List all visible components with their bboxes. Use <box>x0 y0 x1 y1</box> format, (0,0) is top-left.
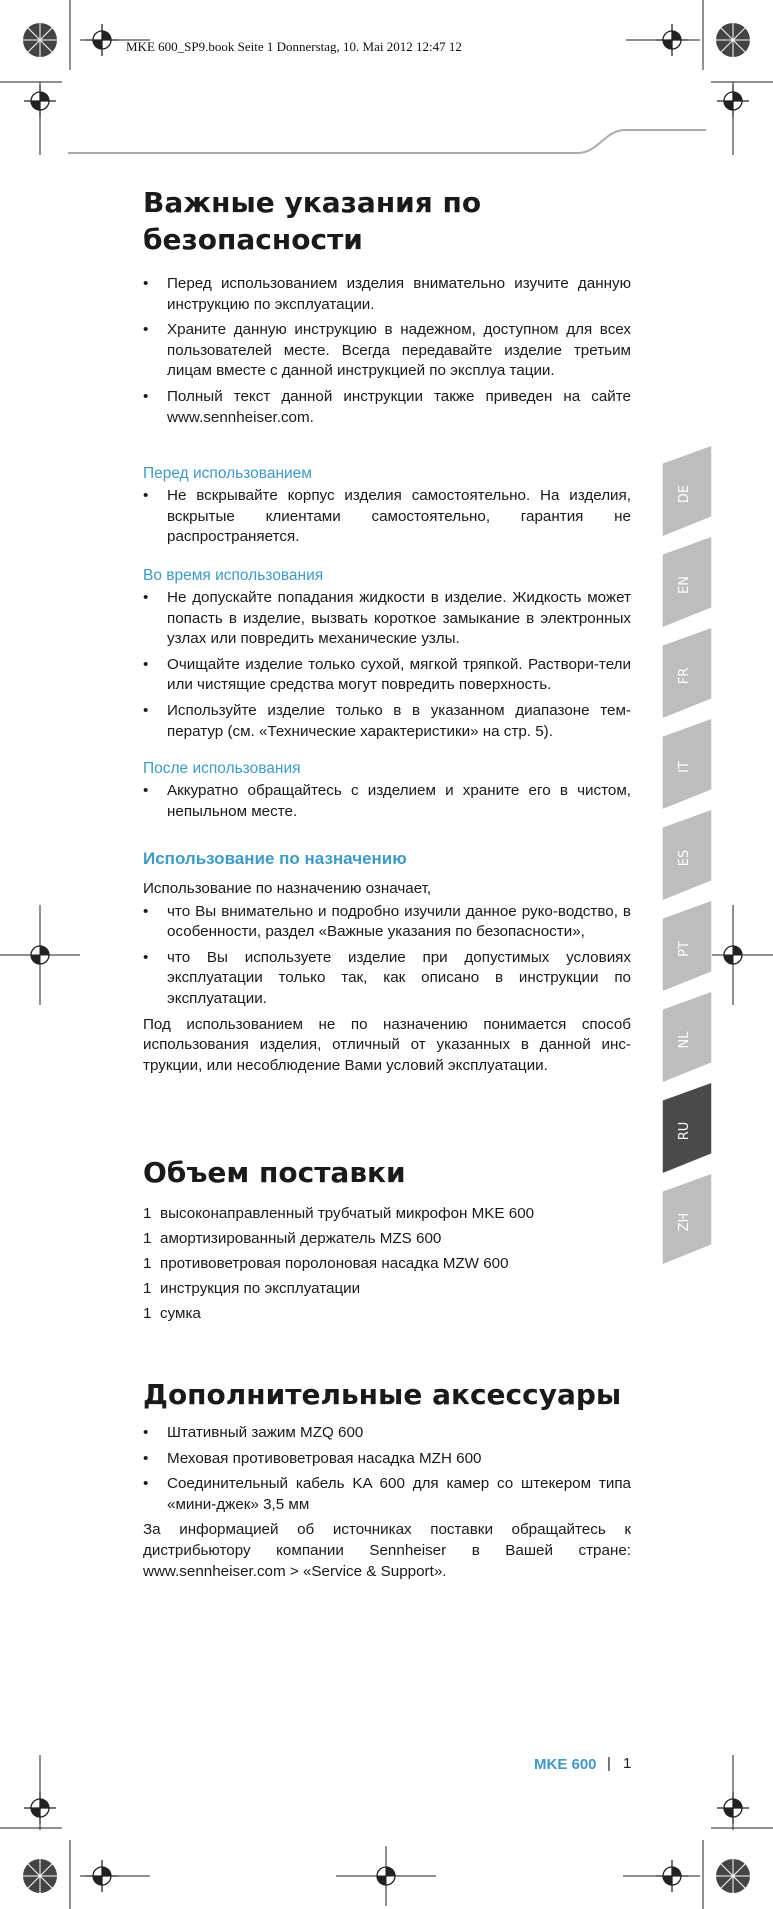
language-tab-label: RU <box>677 1121 692 1141</box>
language-tab-es <box>662 809 712 901</box>
footer-separator: | <box>607 1755 611 1772</box>
scope-qty: 1 <box>143 1255 152 1272</box>
list-item-text: Очищайте изделие только сухой, мягкой тряпкой. Раствори-тели или чистящие средства могут повредить поверхность. <box>167 655 631 694</box>
after-use-list <box>143 781 631 822</box>
language-tab-en <box>662 536 712 628</box>
language-tab-nl <box>662 991 712 1083</box>
language-tab-ru <box>662 1082 712 1174</box>
scope-text: противоветровая поролоновая насадка MZW 600 <box>160 1255 509 1272</box>
scope-item <box>143 1226 631 1251</box>
list-item-text: Соединительный кабель KA 600 для камер со штекером типа «мини-джек» 3,5 мм <box>167 1475 631 1513</box>
after-use <box>143 759 631 827</box>
list-item: • Штативный зажим MZQ 600 <box>143 1424 364 1441</box>
list-item-text: Храните данную инструкцию в надежном, доступном для всех пользователей месте. Всегда передавайте изделие третьим лицам вместе с данной инструкцией по эксплуа тации. <box>167 321 631 380</box>
safety-title-line2: безопасности <box>143 223 363 256</box>
list-item: • Не допускайте попадания жидкости в изделие. Жидкость может попасть в изделие, вызвать короткое замыкание в электронных узлах или повредить механические узлы. <box>143 589 631 648</box>
misuse-text: Под использованием не по назначению понимается способ использования изделия, отличный от указанных в данной инс-трукции, или несоблюдение Вами условий эксплуатации. <box>143 1015 631 1074</box>
safety-intro-list <box>143 274 631 428</box>
list-item-text: Не допускайте попадания жидкости в изделие. Жидкость может попасть в изделие, вызвать короткое замыкание в электронных узлах или повредить механические узлы. <box>167 589 631 648</box>
language-tab-label: ES <box>677 849 692 867</box>
scope-section <box>143 1154 631 1326</box>
list-item-text: что Вы внимательно и подробно изучили данное руко-водство, в особенности, раздел «Важные указания по безопасности», <box>167 902 631 941</box>
list-item: • что Вы внимательно и подробно изучили данное руко-водство, в особенности, раздел «Важные указания по безопасности», <box>143 902 631 941</box>
scope-qty: 1 <box>143 1305 152 1322</box>
footer-product: MKE 600 <box>534 1756 597 1773</box>
language-tabs <box>662 445 712 1295</box>
safety-intro <box>143 274 631 433</box>
language-tab-label: FR <box>677 667 692 685</box>
language-tab-fr <box>662 627 712 719</box>
list-item-text: Штативный зажим MZQ 600 <box>167 1424 364 1441</box>
list-item: • Меховая противоветровая насадка MZH 600 <box>143 1449 482 1467</box>
scope-text: амортизированный держатель MZS 600 <box>160 1230 442 1247</box>
language-tab-label: EN <box>677 576 692 594</box>
accessories-list <box>143 1423 631 1515</box>
safety-title <box>143 184 631 258</box>
scope-text: высоконаправленный трубчатый микрофон MKE 600 <box>160 1205 535 1222</box>
scope-item <box>143 1251 631 1276</box>
list-item-text: Не вскрывайте корпус изделия самостоятельно. На изделия, вскрытые клиентами самостоятельно, гарантия не распространяется. <box>167 487 631 546</box>
during-use-list <box>143 588 631 742</box>
accessories-section <box>143 1376 631 1582</box>
scope-list <box>143 1201 631 1326</box>
language-tab-de <box>662 445 712 537</box>
intended-use-list <box>143 902 631 1010</box>
language-tab-zh <box>662 1173 712 1265</box>
scope-item <box>143 1301 631 1326</box>
list-item: • Используйте изделие только в в указанном диапазоне тем-ператур (см. «Технические характеристики» на стр. 5). <box>143 701 631 740</box>
language-tab-label: ZH <box>677 1212 692 1232</box>
scope-text: инструкция по эксплуатации <box>160 1280 361 1297</box>
safety-section <box>143 184 631 258</box>
scope-item <box>143 1201 631 1226</box>
intended-use <box>143 848 631 1076</box>
print-header: MKE 600_SP9.book Seite 1 Donnerstag, 10. Mai 2012 12:47 12 <box>126 39 462 54</box>
list-item-text: Меховая противоветровая насадка MZH 600 <box>167 1449 482 1467</box>
list-item-text: Аккуратно обращайтесь с изделием и храните его в чистом, непыльном месте. <box>167 782 631 820</box>
list-item-text: Полный текст данной инструкции также приведен на сайте www.sennheiser.com. <box>167 387 631 426</box>
list-item: • Аккуратно обращайтесь с изделием и храните его в чистом, непыльном месте. <box>143 782 631 820</box>
intended-use-intro: Использование по назначению означает, <box>143 880 432 897</box>
list-item: • Перед использованием изделия внимательно изучите данную инструкцию по эксплуатации. <box>143 275 631 313</box>
scope-item <box>143 1276 631 1301</box>
scope-qty: 1 <box>143 1280 152 1297</box>
safety-title-line1: Важные указания по <box>143 186 482 219</box>
page-number: 1 <box>623 1755 632 1772</box>
accessories-title: Дополнительные аксессуары <box>143 1378 622 1411</box>
during-use-title: Во время использования <box>143 567 324 584</box>
language-tab-label: DE <box>677 484 692 504</box>
during-use <box>143 566 631 747</box>
list-item: • Полный текст данной инструкции также приведен на сайте www.sennheiser.com. <box>143 387 631 426</box>
before-use-list <box>143 486 631 548</box>
before-use <box>143 464 631 553</box>
list-item: • Храните данную инструкцию в надежном, доступном для всех пользователей месте. Всегда передавайте изделие третьим лицам вместе с данной инструкцией по эксплуа тации. <box>143 321 631 380</box>
list-item-text: Используйте изделие только в в указанном диапазоне тем-ператур (см. «Технические характеристики» на стр. 5). <box>167 701 631 740</box>
before-use-title: Перед использованием <box>143 465 312 482</box>
list-item-text: что Вы используете изделие при допустимых условиях эксплуатации только так, как описано в инструкции по эксплуатации. <box>167 948 631 1007</box>
scope-qty: 1 <box>143 1205 152 1222</box>
contact-text: За информацией об источниках поставки обращайтесь к дистрибьютору компании Sennheiser в Вашей стране: www.sennheiser.com > «Service & Support». <box>143 1521 631 1580</box>
list-item-text: Перед использованием изделия внимательно изучите данную инструкцию по эксплуатации. <box>167 275 631 313</box>
list-item: • Не вскрывайте корпус изделия самостоятельно. На изделия, вскрытые клиентами самостоятельно, гарантия не распространяется. <box>143 487 631 546</box>
language-tab-pt <box>662 900 712 992</box>
after-use-title: После использования <box>143 760 301 777</box>
language-tab-it <box>662 718 712 810</box>
scope-text: сумка <box>160 1305 201 1322</box>
list-item: • Очищайте изделие только сухой, мягкой тряпкой. Раствори-тели или чистящие средства могут повредить поверхность. <box>143 655 631 694</box>
language-tab-label: PT <box>677 941 692 957</box>
intended-use-title: Использование по назначению <box>143 849 407 868</box>
scope-qty: 1 <box>143 1230 152 1247</box>
list-item: • Соединительный кабель KA 600 для камер со штекером типа «мини-джек» 3,5 мм <box>143 1475 631 1513</box>
scope-title: Объем поставки <box>143 1156 406 1189</box>
list-item: • что Вы используете изделие при допустимых условиях эксплуатации только так, как описано в инструкции по эксплуатации. <box>143 948 631 1007</box>
language-tab-label: IT <box>677 761 692 773</box>
language-tab-label: NL <box>677 1031 692 1049</box>
